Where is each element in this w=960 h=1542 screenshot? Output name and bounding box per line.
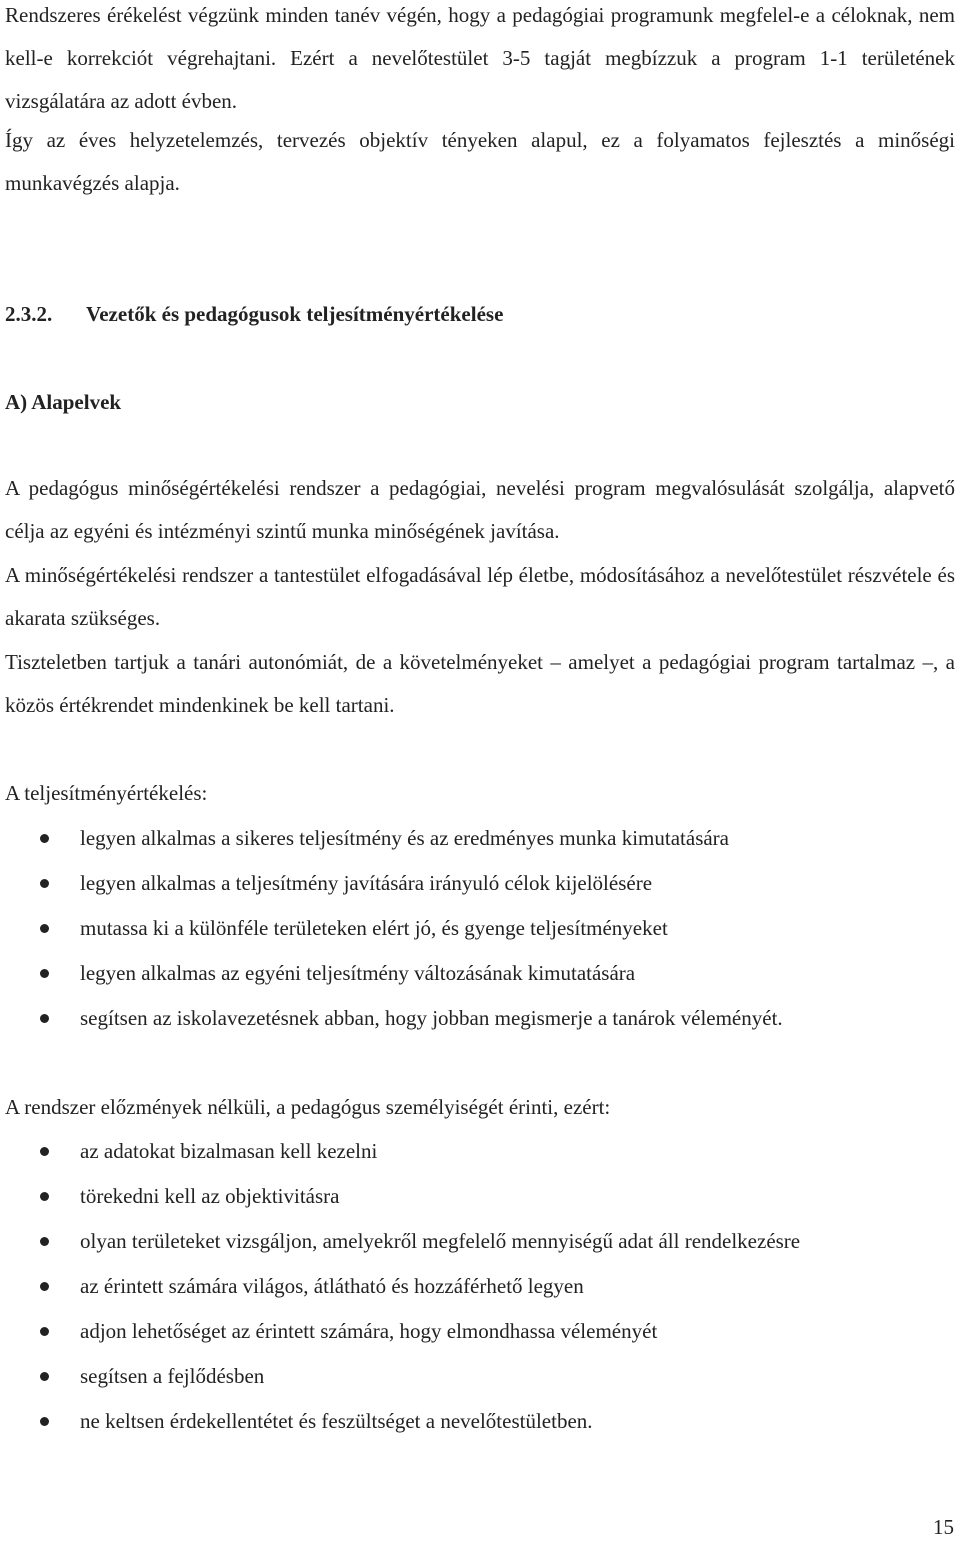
- bullet-icon: [40, 834, 49, 843]
- list-item: olyan területeket vizsgáljon, amelyekről megfelelő mennyiségű adat áll rendelkezésre: [0, 1219, 960, 1264]
- list-item: segítsen a fejlődésben: [0, 1354, 960, 1399]
- paragraph-principle-3: Tiszteletben tartjuk a tanári autonómiát, de a követelményeket – amelyet a pedagógiai program tartalmaz –, a közös értékrendet mindenkinek be kell tartani.: [5, 650, 955, 717]
- system-principles-list: [0, 1129, 960, 1444]
- subsection-heading: A) Alapelvek: [5, 390, 122, 414]
- list-item: az érintett számára világos, átlátható és hozzáférhető legyen: [0, 1264, 960, 1309]
- list-item: mutassa ki a különféle területeken elért jó, és gyenge teljesítményeket: [0, 906, 960, 951]
- bullet-icon: [40, 1327, 49, 1336]
- list-item: legyen alkalmas az egyéni teljesítmény változásának kimutatására: [0, 951, 960, 996]
- list-item: legyen alkalmas a sikeres teljesítmény és az eredményes munka kimutatására: [0, 816, 960, 861]
- paragraph-principle-2: A minőségértékelési rendszer a tantestület elfogadásával lép életbe, módosításához a nevelőtestület részvétele és akarata szükséges.: [5, 563, 955, 630]
- bullet-icon: [40, 1237, 49, 1246]
- bullet-icon: [40, 1147, 49, 1156]
- paragraph-evaluation: Rendszeres érékelést végzünk minden tanév végén, hogy a pedagógiai programunk megfelel-e a céloknak, nem kell-e korrekciót végrehajtani. Ezért a nevelőtestület 3-5 tagját megbízzuk a program 1-1 területének vizsgálatára az adott évben.: [5, 3, 955, 113]
- list-item: ne keltsen érdekellentétet és feszültséget a nevelőtestületben.: [0, 1399, 960, 1444]
- list-item: törekedni kell az objektivitásra: [0, 1174, 960, 1219]
- bullet-icon: [40, 879, 49, 888]
- bullet-icon: [40, 1372, 49, 1381]
- section-heading: [5, 299, 503, 329]
- list-item: segítsen az iskolavezetésnek abban, hogy jobban megismerje a tanárok véleményét.: [0, 996, 960, 1041]
- bullet-icon: [40, 1192, 49, 1201]
- list-item: adjon lehetőséget az érintett számára, hogy elmondhassa véleményét: [0, 1309, 960, 1354]
- bullet-icon: [40, 1417, 49, 1426]
- paragraph-principle-1: A pedagógus minőségértékelési rendszer a pedagógiai, nevelési program megvalósulását szolgálja, alapvető célja az egyéni és intézményi szintű munka minőségének javítása.: [5, 476, 955, 543]
- page-number: 15: [933, 1515, 954, 1539]
- section-number: 2.3.2.: [5, 302, 53, 326]
- paragraph-situation-analysis: Így az éves helyzetelemzés, tervezés objektív tényeken alapul, ez a folyamatos fejlesztés a minőségi munkavégzés alapja.: [5, 128, 955, 195]
- list-item: legyen alkalmas a teljesítmény javítására irányuló célok kijelölésére: [0, 861, 960, 906]
- performance-evaluation-list: [0, 816, 960, 1041]
- bullet-icon: [40, 969, 49, 978]
- bullet-icon: [40, 1282, 49, 1291]
- section-title: Vezetők és pedagógusok teljesítményértékelése: [86, 302, 504, 326]
- list-item: az adatokat bizalmasan kell kezelni: [0, 1129, 960, 1174]
- bullet-icon: [40, 924, 49, 933]
- bullet-icon: [40, 1014, 49, 1023]
- list2-intro: A rendszer előzmények nélküli, a pedagógus személyiségét érinti, ezért:: [5, 1095, 611, 1119]
- list1-intro: A teljesítményértékelés:: [5, 781, 208, 805]
